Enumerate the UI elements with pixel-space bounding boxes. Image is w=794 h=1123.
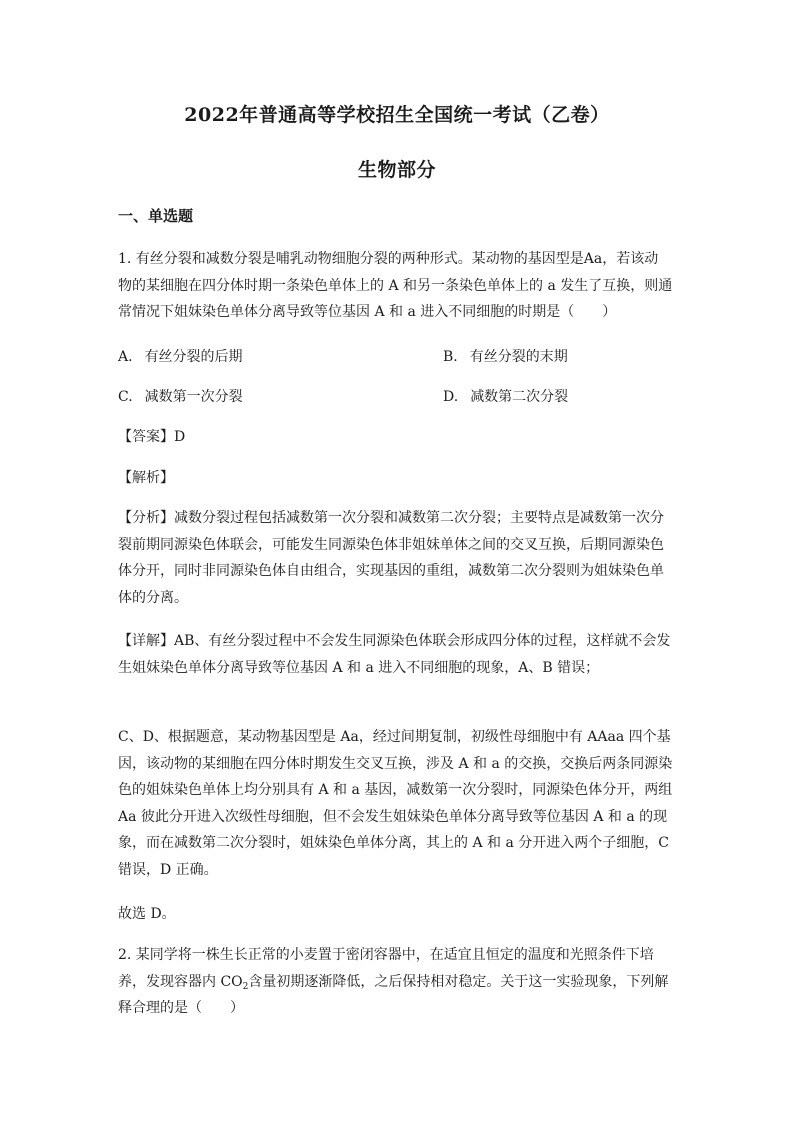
option-a-letter: A. xyxy=(118,349,133,365)
option-b-text: 有丝分裂的末期 xyxy=(469,349,568,365)
option-c-letter: C. xyxy=(118,389,133,405)
analysis-line: 体的分离。 xyxy=(118,589,188,606)
question-2-stem xyxy=(118,942,678,1022)
exam-subtitle: 生物部分 xyxy=(357,159,436,181)
exam-title: 2022年普通高等学校招生全国统一考试（乙卷） xyxy=(184,104,610,126)
analysis-label: 【解析】 xyxy=(118,470,174,486)
question-2-line2-pre: 养，发现容器内 CO xyxy=(118,973,243,990)
cd-line: 错误，D 正确。 xyxy=(118,861,218,878)
question-2-line: 释合理的是（ ） xyxy=(118,1000,244,1016)
question-1-stem-line: 常情况下姐妹染色单体分离导致等位基因 A 和 a 进入不同细胞的时期是（ ） xyxy=(118,304,617,320)
co2-subscript: 2 xyxy=(242,981,249,992)
conclusion: 故选 D。 xyxy=(118,906,176,922)
option-b xyxy=(443,346,568,366)
option-c-text: 减数第一次分裂 xyxy=(144,389,243,405)
detail-line: 【详解】AB、有丝分裂过程中不会发生同源染色体联会形成四分体的过程，这样就不会发 xyxy=(118,633,671,649)
analysis-line: 裂前期同源染色体联会，可能发生同源染色体非姐妹单体之间的交叉互换，后期同源染色 xyxy=(118,536,664,553)
option-d xyxy=(443,386,568,406)
analysis-line: 体分开，同时非同源染色体自由组合，实现基因的重组，减数第二次分裂则为姐妹染色单 xyxy=(118,563,664,579)
cd-paragraph xyxy=(118,724,678,883)
cd-line: C、D、根据题意，某动物基因型是 Aa，经过间期复制，初级性母细胞中有 AAaa 四个基 xyxy=(118,729,671,745)
analysis-paragraph xyxy=(118,505,678,611)
section-heading: 一、单选题 xyxy=(118,207,194,225)
detail-paragraph xyxy=(118,628,678,681)
cd-line: 象，而在减数第二次分裂时，姐妹染色单体分离，其上的 A 和 a 分开进入两个子细胞，C xyxy=(118,835,669,851)
detail-line: 生姐妹染色单体分离导致等位基因 A 和 a 进入不同细胞的现象，A、B 错误； xyxy=(118,659,600,676)
answer-label: 【答案】D xyxy=(118,429,186,445)
option-d-text: 减数第二次分裂 xyxy=(470,389,569,405)
analysis-line: 【分析】减数分裂过程包括减数第一次分裂和减数第二次分裂；主要特点是减数第一次分 xyxy=(118,510,664,526)
question-1-stem xyxy=(118,246,678,326)
option-c xyxy=(118,386,243,406)
question-2-line xyxy=(118,969,678,996)
option-a-text: 有丝分裂的后期 xyxy=(144,349,243,365)
option-a xyxy=(118,346,243,366)
question-1-stem-line: 1. 有丝分裂和减数分裂是哺乳动物细胞分裂的两种形式。某动物的基因型是Aa，若该动 xyxy=(118,251,659,267)
question-1-stem-line: 物的某细胞在四分体时期一条染色单体上的 A 和另一条染色单体上的 a 发生了互换，则通 xyxy=(118,277,673,294)
question-2-line: 2. 某同学将一株生长正常的小麦置于密闭容器中，在适宜且恒定的温度和光照条件下培 xyxy=(118,947,654,963)
question-2-line2-post: 含量初期逐渐降低，之后保持相对稳定。关于这一实验现象，下列解 xyxy=(248,973,669,990)
cd-line: 因，该动物的某细胞在四分体时期发生交叉互换，涉及 A 和 a 的交换，交换后两条同源染 xyxy=(118,755,673,772)
cd-line: 色的姐妹染色单体上均分别具有 A 和 a 基因，减数第一次分裂时，同源染色体分开，两组 xyxy=(118,782,673,798)
option-d-letter: D. xyxy=(443,389,459,405)
cd-line: Aa 彼此分开进入次级性母细胞，但不会发生姐妹染色单体分离导致等位基因 A 和 a 的现 xyxy=(118,808,668,825)
option-b-letter: B. xyxy=(443,349,458,365)
